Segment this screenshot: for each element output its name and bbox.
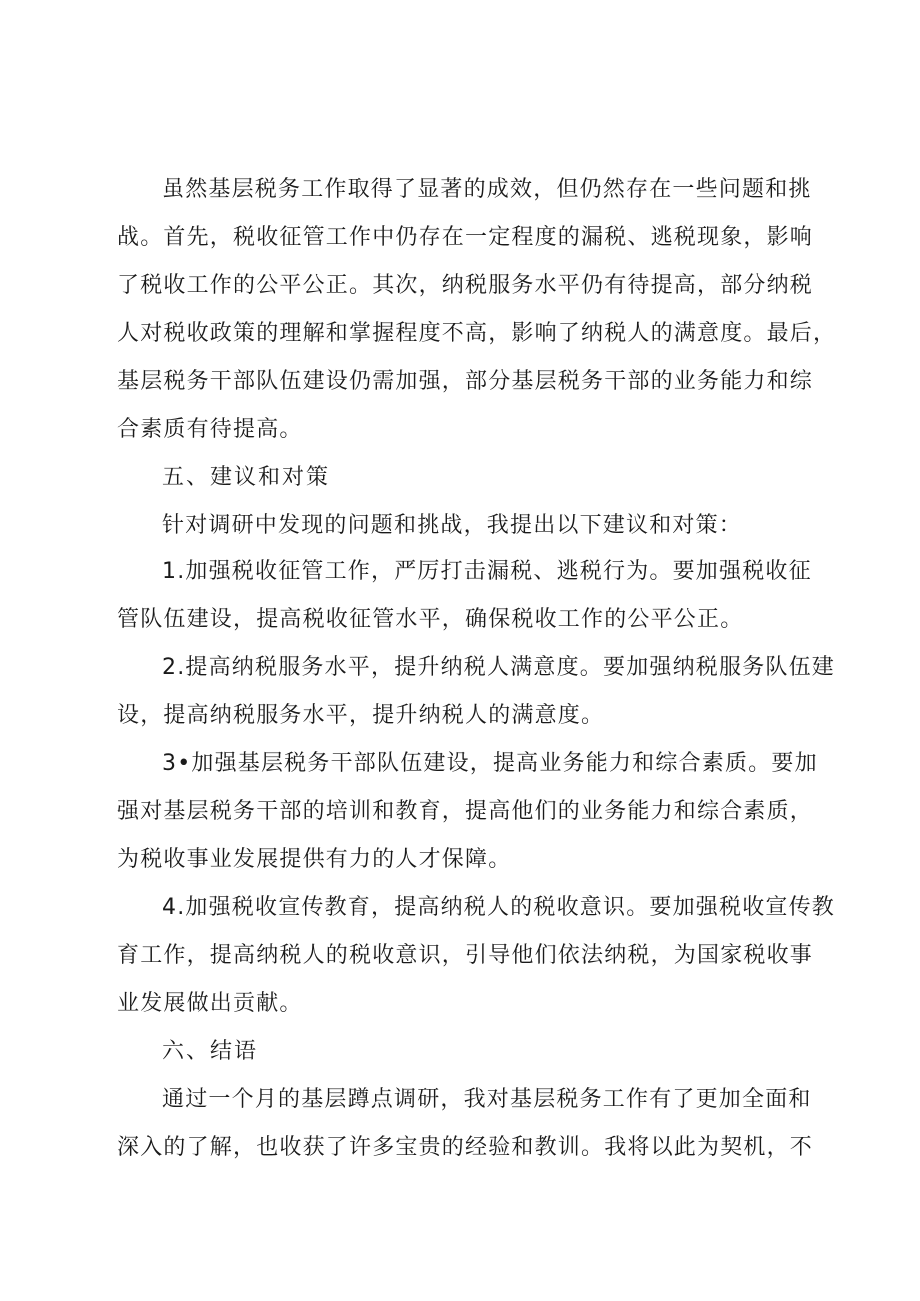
text-line: 4.加强税收宣传教育，提高纳税人的税收意识。要加强税收宣传教 — [162, 895, 835, 920]
section-heading-suggestions: 五、建议和对策 — [162, 465, 331, 490]
text-line: 深入的了解，也收获了许多宝贵的经验和教训。我将以此为契机，不 — [117, 1135, 814, 1160]
text-line: 1.加强税收征管工作，严厉打击漏税、逃税行为。要加强税收征 — [162, 559, 812, 584]
text-line: 了税收工作的公平公正。其次，纳税服务水平仍有待提高，部分纳税 — [117, 273, 814, 298]
text-line: 设，提高纳税服务水平，提升纳税人的满意度。 — [117, 703, 605, 728]
text-line: 人对税收政策的理解和掌握程度不高，影响了纳税人的满意度。最后， — [117, 321, 837, 346]
text-line: 针对调研中发现的问题和挑战，我提出以下建议和对策： — [162, 513, 743, 538]
text-line: 管队伍建设，提高税收征管水平，确保税收工作的公平公正。 — [117, 607, 744, 632]
text-line: 战。首先，税收征管工作中仍存在一定程度的漏税、逃税现象，影响 — [117, 225, 814, 250]
text-line: 2.提高纳税服务水平，提升纳税人满意度。要加强纳税服务队伍建 — [162, 655, 835, 680]
text-line: 合素质有待提高。 — [117, 417, 303, 442]
text-line: 业发展做出贡献。 — [117, 991, 303, 1016]
text-line: 3•加强基层税务干部队伍建设，提高业务能力和综合素质。要加 — [162, 751, 818, 776]
text-line: 强对基层税务干部的培训和教育，提高他们的业务能力和综合素质， — [117, 799, 814, 824]
text-line: 为税收事业发展提供有力的人才保障。 — [117, 847, 512, 872]
text-line: 虽然基层税务工作取得了显著的成效，但仍然存在一些问题和挑 — [162, 177, 812, 202]
text-line: 育工作，提高纳税人的税收意识，引导他们依法纳税，为国家税收事 — [117, 943, 814, 968]
text-line: 通过一个月的基层蹲点调研，我对基层税务工作有了更加全面和 — [162, 1087, 812, 1112]
section-heading-conclusion: 六、结语 — [162, 1039, 259, 1064]
text-line: 基层税务干部队伍建设仍需加强，部分基层税务干部的业务能力和综 — [117, 369, 814, 394]
